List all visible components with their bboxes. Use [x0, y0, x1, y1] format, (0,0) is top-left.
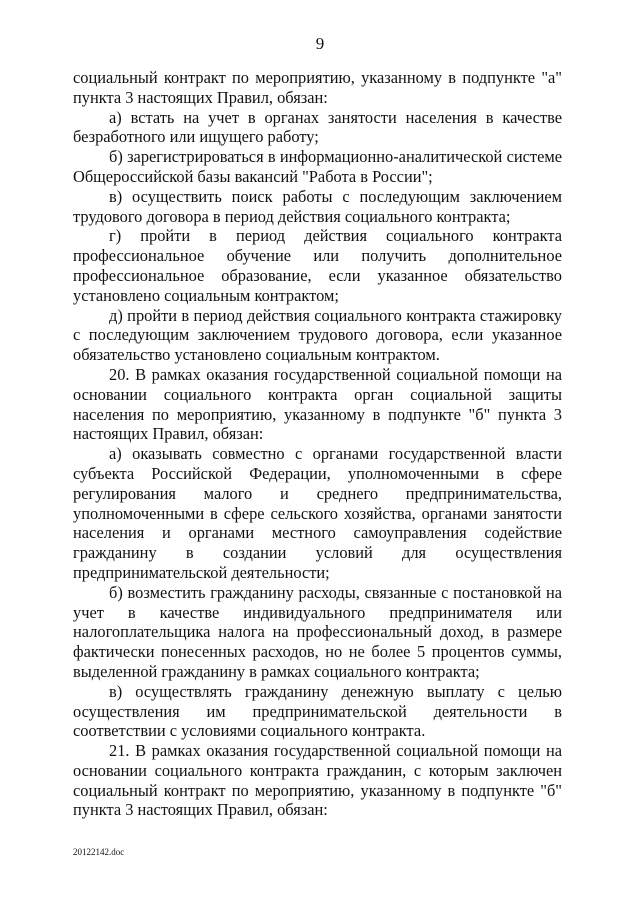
- paragraph-item-g: г) пройти в период действия социального контракта профессиональное обучение или получить дополнительное профессиональное образование, если указанное обязательство установлено социальным контрактом;: [73, 226, 562, 305]
- page-number: 9: [315, 34, 325, 53]
- paragraph-item-a: а) оказывать совместно с органами государственной власти субъекта Российской Федерации, уполномоченными в сфере регулирования малого и среднего предпринимательства, уполномоченными в сфере сельского хозяйства, органами занятости населения и органами местного самоуправления содействие гражданину в создании условий для осуществления предпринимательской деятельности;: [73, 444, 562, 582]
- paragraph-item-d: д) пройти в период действия социального контракта стажировку с последующим заключением трудового договора, если указанное обязательство установлено социальным контрактом.: [73, 305, 562, 365]
- paragraph-item-v: в) осуществлять гражданину денежную выплату с целью осуществления им предпринимательской деятельности в соответствии с условиями социального контракта.: [73, 681, 562, 741]
- document-body: [73, 68, 562, 820]
- paragraph-item-b: б) возместить гражданину расходы, связанные с постановкой на учет в качестве индивидуального предпринимателя или налогоплательщика налога на профессиональный доход, в размере фактически понесенных расходов, но не более 5 процентов суммы, выделенной гражданину в рамках социального контракта;: [73, 582, 562, 681]
- document-filename: 20122142.doc: [73, 847, 125, 857]
- paragraph-item-v: в) осуществить поиск работы с последующим заключением трудового договора в период действия социального контракта;: [73, 186, 562, 226]
- paragraph-section-21: 21. В рамках оказания государственной социальной помощи на основании социального контракта гражданин, с которым заключен социальный контракт по мероприятию, указанному в подпункте "б" пункта 3 настоящих Правил, обязан:: [73, 741, 562, 820]
- paragraph-section-20: 20. В рамках оказания государственной социальной помощи на основании социального контракта орган социальной защиты населения по мероприятию, указанному в подпункте "б" пункта 3 настоящих Правил, обязан:: [73, 364, 562, 444]
- paragraph-item-a: а) встать на учет в органах занятости населения в качестве безработного или ищущего работу;: [73, 107, 562, 147]
- paragraph-item-b: б) зарегистрироваться в информационно-аналитической системе Общероссийской базы вакансий "Работа в России";: [73, 147, 562, 186]
- paragraph-continuation: социальный контракт по мероприятию, указанному в подпункте "а" пункта 3 настоящих Правил, обязан:: [73, 68, 562, 107]
